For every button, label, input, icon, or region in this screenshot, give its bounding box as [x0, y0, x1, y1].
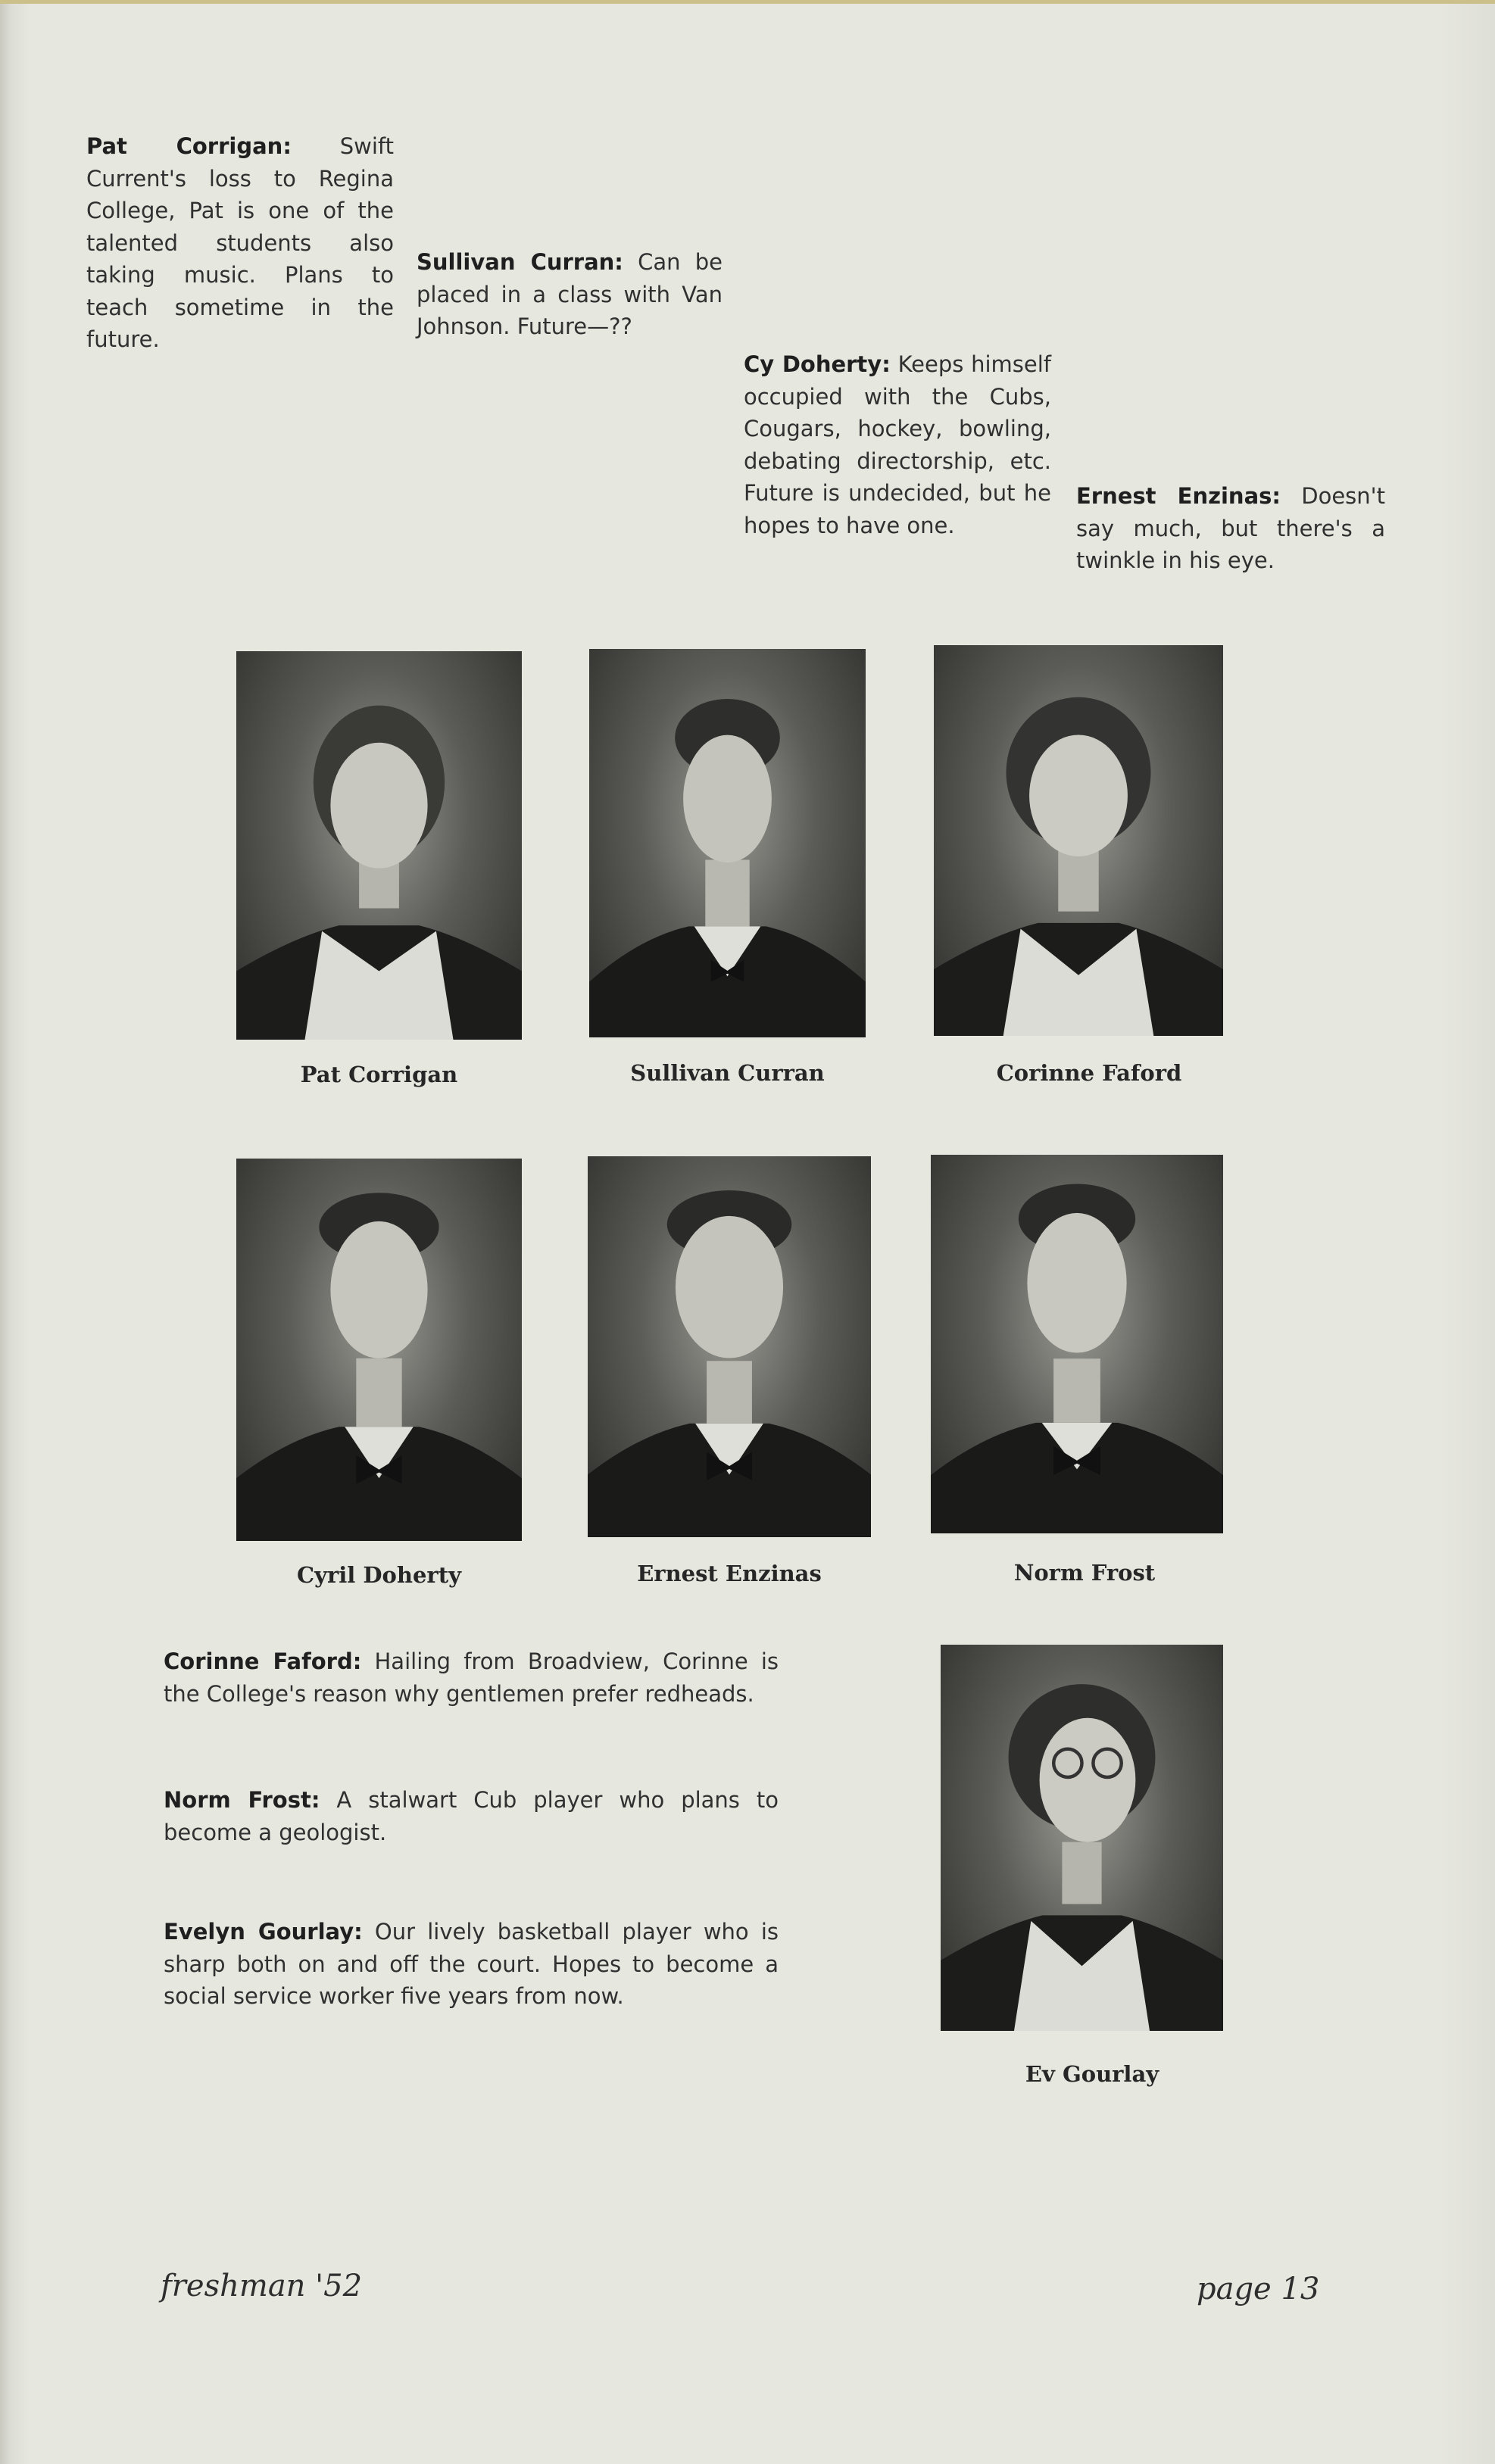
photo-norm-frost [931, 1155, 1223, 1533]
caption-ernest-enzinas: Ernest Enzinas [637, 1561, 822, 1586]
caption-cyril-doherty: Cyril Doherty [297, 1562, 461, 1588]
footer-page-number: page 13 [1197, 2272, 1320, 2306]
top-edge [0, 0, 1495, 4]
portrait-man-icon [931, 1155, 1223, 1533]
bio-sullivan-curran: Sullivan Curran: Can be placed in a class with Van Johnson. Future—?? [417, 249, 723, 339]
photo-cyril-doherty [236, 1159, 522, 1541]
photo-ev-gourlay [941, 1645, 1223, 2031]
bio-norm-frost: Norm Frost: A stalwart Cub player who plans to become a geologist. [164, 1787, 779, 1845]
portrait-man-icon [588, 1156, 871, 1537]
portrait-man-icon [589, 649, 866, 1037]
caption-norm-frost: Norm Frost [1013, 1560, 1156, 1586]
portrait-woman-icon [236, 651, 522, 1040]
portrait-woman-glasses-icon [941, 1645, 1223, 2031]
photo-ernest-enzinas [588, 1156, 871, 1537]
bio-ernest-enzinas: Ernest Enzinas: Doesn't say much, but there's a twinkle in his eye. [1076, 483, 1385, 573]
footer-publication: freshman '52 [161, 2269, 363, 2303]
photo-sullivan-curran [589, 649, 866, 1037]
bio-evelyn-gourlay: Evelyn Gourlay: Our lively basketball player who is sharp both on and off the court. Hopes to become a social service worker five years from now. [164, 1919, 779, 2009]
portrait-man-icon [236, 1159, 522, 1541]
caption-pat-corrigan: Pat Corrigan [300, 1062, 458, 1087]
caption-ev-gourlay: Ev Gourlay [1025, 2061, 1159, 2087]
photo-corinne-faford [934, 645, 1223, 1036]
caption-sullivan-curran: Sullivan Curran [630, 1060, 825, 1086]
bio-pat-corrigan: Pat Corrigan: Swift Current's loss to Regina College, Pat is one of the talented students also taking music. Plans to teach sometime in the future. [86, 133, 394, 352]
bio-cy-doherty: Cy Doherty: Keeps himself occupied with the Cubs, Cougars, hockey, bowling, debating directorship, etc. Future is undecided, but he hopes to have one. [744, 351, 1051, 538]
portrait-woman-icon [934, 645, 1223, 1036]
caption-corinne-faford: Corinne Faford [996, 1060, 1182, 1086]
bio-corinne-faford: Corinne Faford: Hailing from Broadview, Corinne is the College's reason why gentlemen prefer redheads. [164, 1648, 779, 1707]
photo-pat-corrigan [236, 651, 522, 1040]
